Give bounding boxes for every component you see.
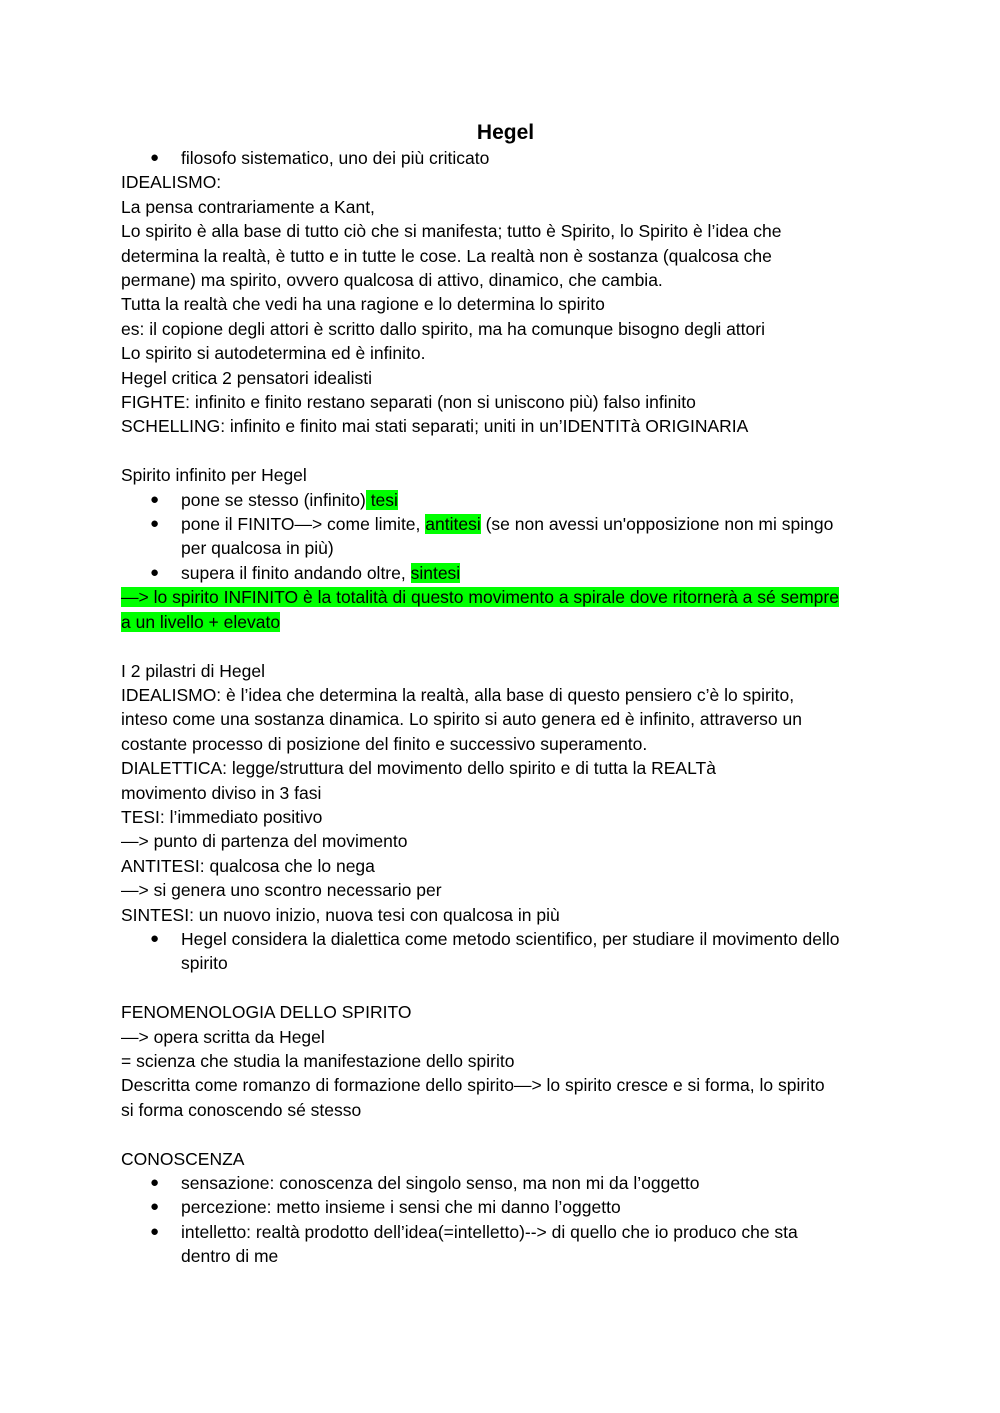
section-spirito-infinito xyxy=(121,463,890,634)
text-line: Descritta come romanzo di formazione dello spirito—> lo spirito cresce e si forma, lo spirito xyxy=(121,1075,825,1096)
bullet-icon: ● xyxy=(150,563,160,581)
bullet-icon: ● xyxy=(150,149,160,166)
bullet-icon: ● xyxy=(150,1222,160,1240)
text-line: I 2 pilastri di Hegel xyxy=(121,660,265,681)
section-heading: Spirito infinito per Hegel xyxy=(121,465,307,486)
text-line: SINTESI: un nuovo inizio, nuova tesi con qualcosa in più xyxy=(121,904,560,925)
highlight: —> lo spirito INFINITO è la totalità di questo movimento a spirale dove ritornerà a sé sempre xyxy=(121,587,839,608)
text-line: —> si genera uno scontro necessario per xyxy=(121,880,442,901)
text-line: Hegel critica 2 pensatori idealisti xyxy=(121,367,372,388)
text-line: Lo spirito è alla base di tutto ciò che si manifesta; tutto è Spirito, lo Spirito è l’idea che xyxy=(121,221,782,242)
bullet-icon: ● xyxy=(150,1174,160,1191)
bullet-icon: ● xyxy=(150,929,160,947)
list-item: ● Hegel considera la dialettica come metodo scientifico, per studiare il movimento dello spirito xyxy=(150,928,840,974)
text-line: costante processo di posizione del finito e successivo superamento. xyxy=(121,733,648,754)
text-line: SCHELLING: infinito e finito mai stati separati; uniti in un’IDENTITà ORIGINARIA xyxy=(121,416,749,437)
bullet-icon: ● xyxy=(150,490,160,508)
list-item: ● supera il finito andando oltre, sintesi xyxy=(121,561,890,585)
list-item: ● filosofo sistematico, uno dei più criticato xyxy=(121,146,890,170)
section-heading: FENOMENOLOGIA DELLO SPIRITO xyxy=(121,1002,412,1023)
list-item: ● percezione: metto insieme i sensi che mi danno l’oggetto xyxy=(121,1195,890,1219)
blank-line xyxy=(121,634,890,658)
section-conoscenza xyxy=(121,1147,890,1269)
text-line: movimento diviso in 3 fasi xyxy=(121,782,322,803)
text-line: determina la realtà, è tutto e in tutte le cose. La realtà non è sostanza (qualcosa che xyxy=(121,245,772,266)
text-line: —> punto di partenza del movimento xyxy=(121,831,408,852)
text-line: FIGHTE: infinito e finito restano separati (non si uniscono più) falso infinito xyxy=(121,392,696,413)
conclusion-line xyxy=(121,585,890,609)
text-line: IDEALISMO: è l’idea che determina la realtà, alla base di questo pensiero c’è lo spirito, xyxy=(121,684,795,705)
blank-line xyxy=(121,1122,890,1146)
bullet-icon: ● xyxy=(150,515,160,533)
blank-line xyxy=(121,976,890,1000)
section-pilastri xyxy=(121,659,890,976)
text-line: IDEALISMO: xyxy=(121,172,222,193)
text-line: La pensa contrariamente a Kant, xyxy=(121,196,375,217)
text-line: ANTITESI: qualcosa che lo nega xyxy=(121,855,375,876)
text-line: = scienza che studia la manifestazione dello spirito xyxy=(121,1050,515,1071)
bullet-icon: ● xyxy=(150,1198,160,1216)
text-line: si forma conoscendo sé stesso xyxy=(121,1099,362,1120)
list-item: ● intelletto: realtà prodotto dell’idea(=intelletto)--> di quello che io produco che sta dentro di me xyxy=(150,1221,798,1267)
text-line: TESI: l’immediato positivo xyxy=(121,806,323,827)
highlight: a un livello + elevato xyxy=(121,611,281,632)
blank-line xyxy=(121,439,890,463)
section-fenomenologia xyxy=(121,1000,890,1122)
text-line: Tutta la realtà che vedi ha una ragione e lo determina lo spirito xyxy=(121,294,605,315)
section-heading: CONOSCENZA xyxy=(121,1148,245,1169)
list-item: ● pone il FINITO—> come limite, antitesi (se non avessi un'opposizione non mi spingo per qualcosa in più) xyxy=(150,514,834,559)
highlight: tesi xyxy=(365,489,398,510)
list-item: ● sensazione: conoscenza del singolo senso, ma non mi da l’oggetto xyxy=(121,1171,890,1195)
text-line: es: il copione degli attori è scritto dallo spirito, ma ha comunque bisogno degli attori xyxy=(121,318,765,339)
text-line: permane) ma spirito, ovvero qualcosa di attivo, dinamico, che cambia. xyxy=(121,270,663,291)
highlight: antitesi xyxy=(425,514,481,535)
section-idealismo xyxy=(121,170,890,438)
conclusion-line xyxy=(121,610,890,634)
text-line: Lo spirito si autodetermina ed è infinito. xyxy=(121,343,426,364)
highlight: sintesi xyxy=(410,562,461,583)
text-line: —> opera scritta da Hegel xyxy=(121,1026,325,1047)
text-line: DIALETTICA: legge/struttura del movimento dello spirito e di tutta la REALTà xyxy=(121,758,716,779)
list-item: ● pone se stesso (infinito) tesi xyxy=(121,488,890,512)
document-title: Hegel xyxy=(476,121,535,144)
text-line: inteso come una sostanza dinamica. Lo spirito si auto genera ed è infinito, attraverso un xyxy=(121,709,802,730)
